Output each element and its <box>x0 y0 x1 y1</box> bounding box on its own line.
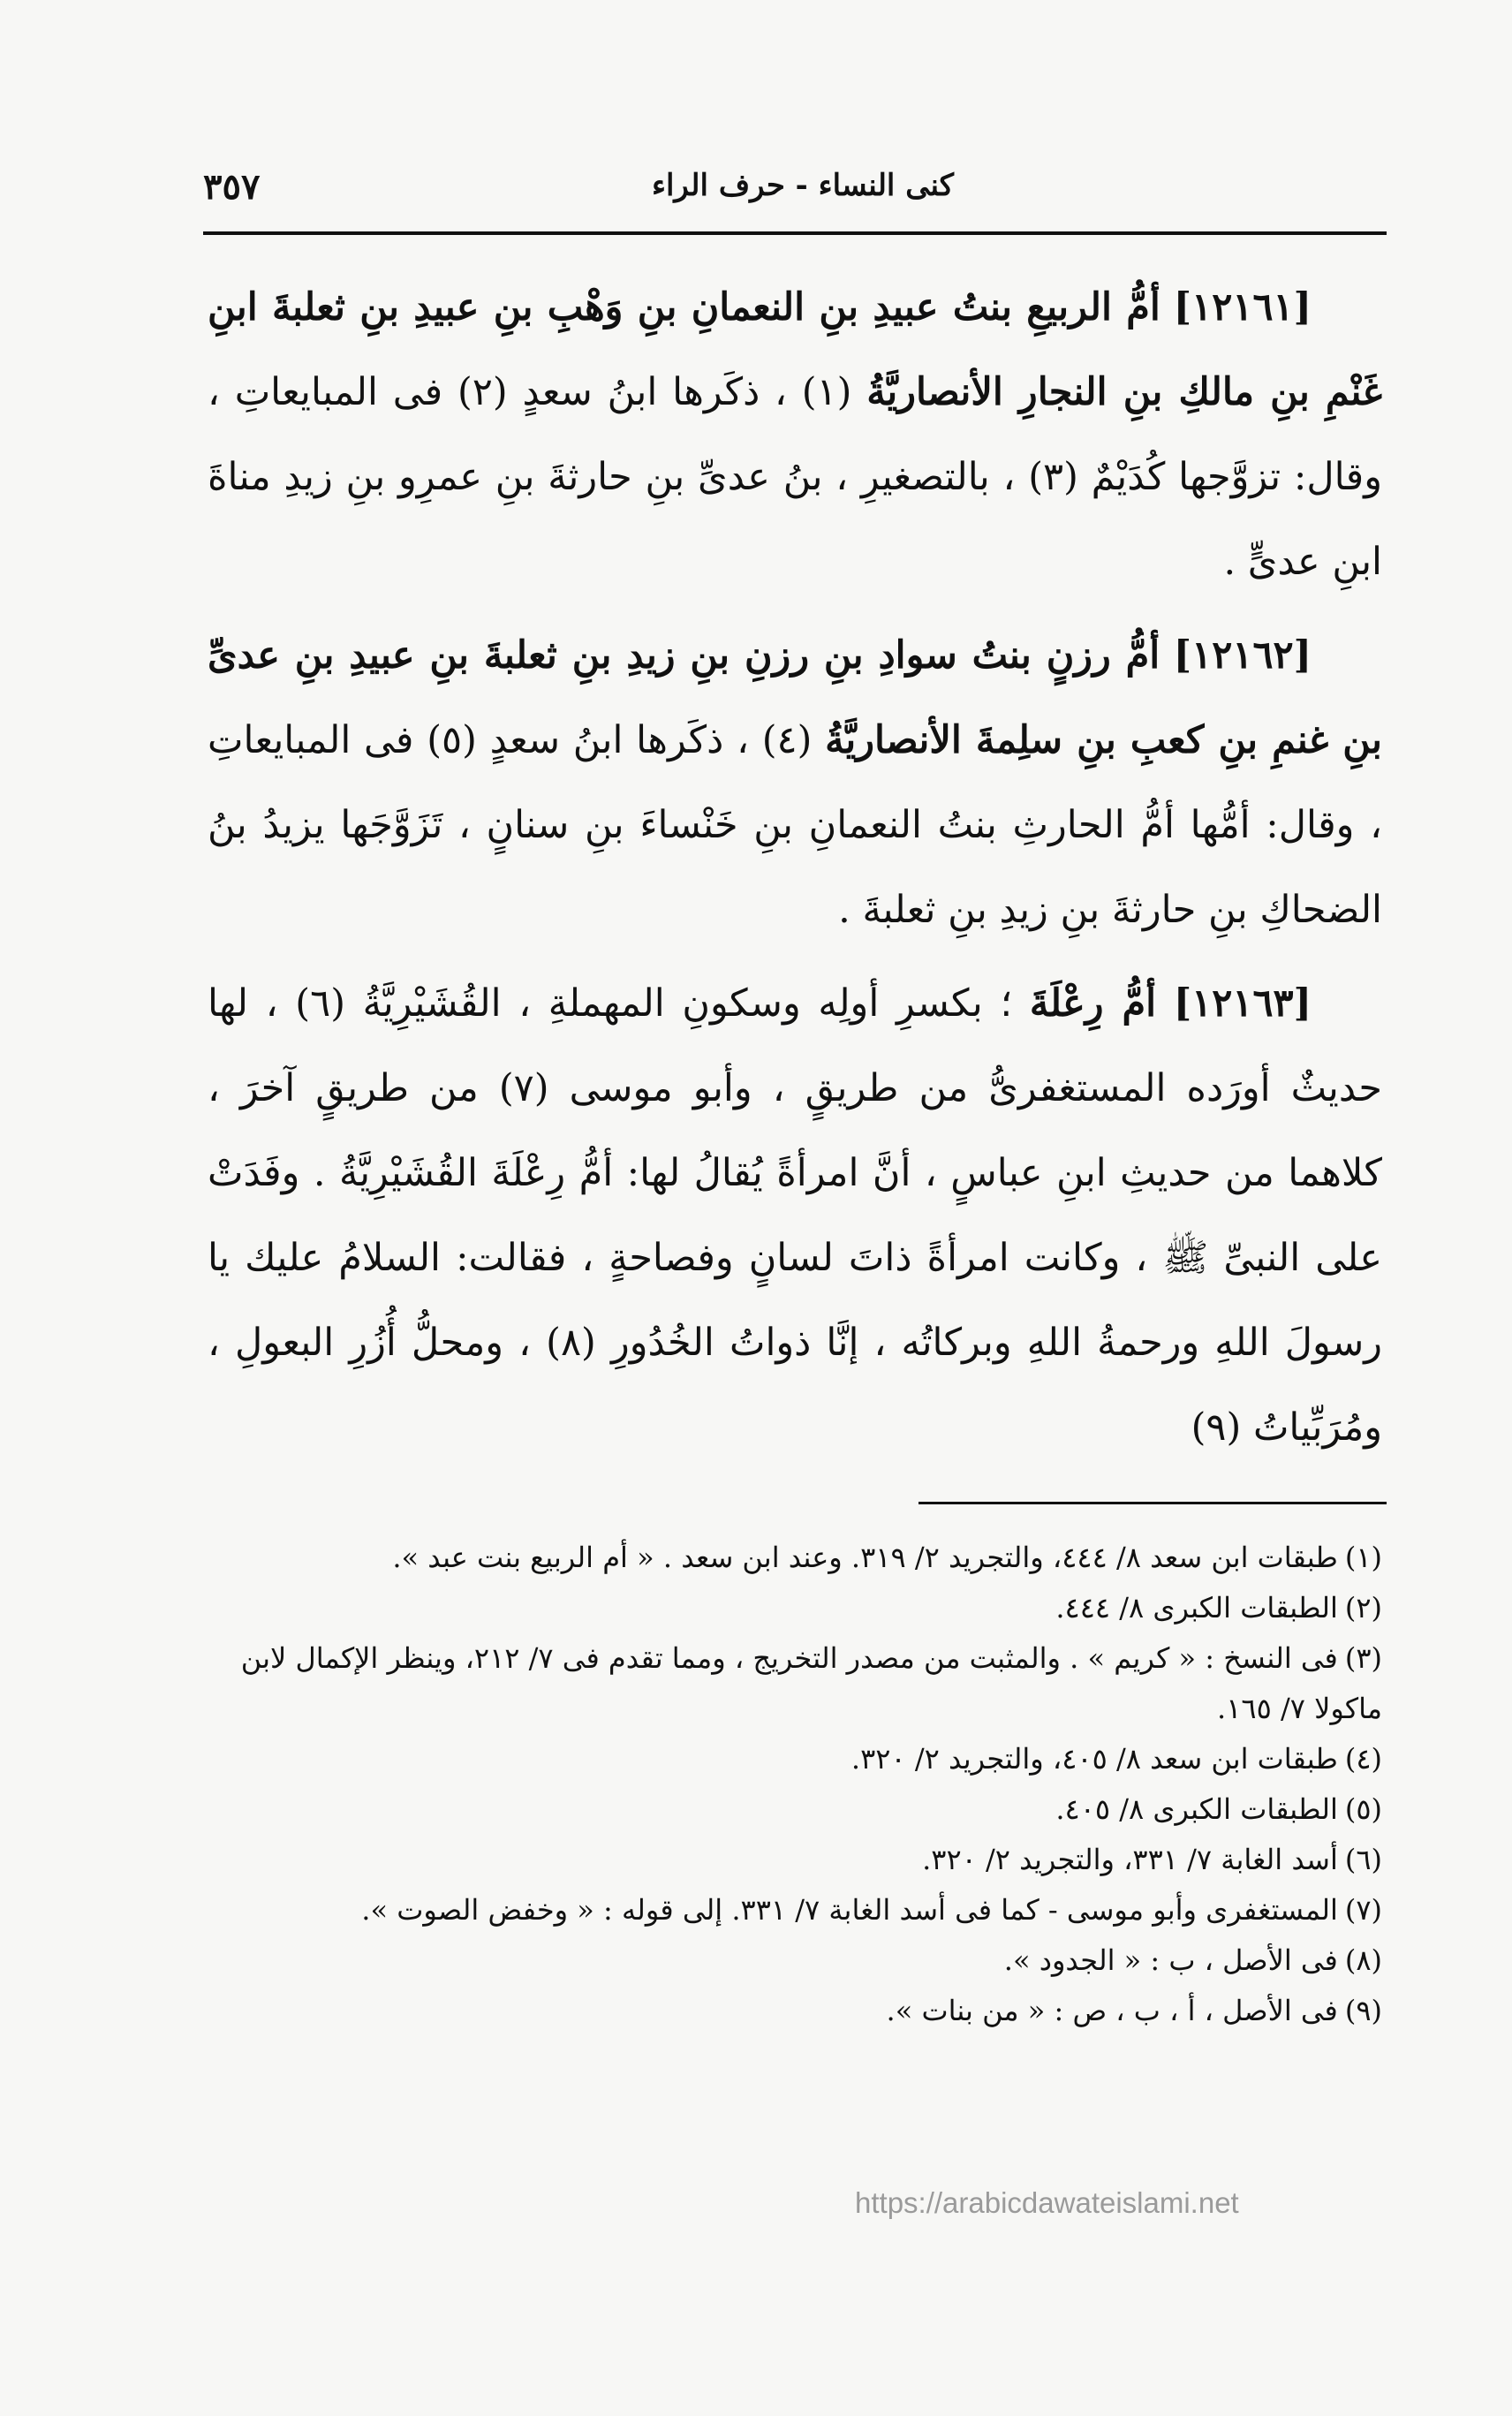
footnote-1 <box>208 1533 1382 1583</box>
page-number: ٣٥٧ <box>203 166 261 208</box>
footnote-text: فى الأصل ، أ ، ب ، ص : « من بنات ». <box>886 1994 1338 2027</box>
footnote-marker: (٤) <box>1344 1742 1382 1776</box>
footnote-6 <box>208 1835 1382 1885</box>
footnote-2 <box>208 1583 1382 1633</box>
footnote-text: الطبقات الكبرى ٨/ ٤٤٤. <box>1055 1591 1338 1625</box>
footnote-marker: (٩) <box>1344 1994 1382 2027</box>
footnote-rule <box>919 1502 1387 1504</box>
entry-12161 <box>208 265 1382 604</box>
main-text <box>208 265 1382 1479</box>
footnote-marker: (٧) <box>1344 1893 1382 1927</box>
footnote-text: طبقات ابن سعد ٨/ ٤٤٤، والتجريد ٢/ ٣١٩. وعند ابن سعد . « أم الربيع بنت عبد ». <box>392 1541 1338 1574</box>
entry-name: أمُّ رِعْلَةَ <box>1029 981 1157 1026</box>
footnote-8 <box>208 1935 1382 1986</box>
entry-number: [١٢١٦٢] <box>1173 633 1312 678</box>
footnote-text: طبقات ابن سعد ٨/ ٤٠٥، والتجريد ٢/ ٣٢٠. <box>850 1742 1338 1776</box>
entry-text: ؛ بكسرِ أولِه وسكونِ المهملةِ ، القُشَيْرِيَّةُ (٦) ، لها حديثٌ أورَده المستغفرىُّ من طريقٍ ، وأبو موسى (٧) من طريقٍ آخرَ ، كلاهما من حديثِ ابنِ عباسٍ ، أنَّ امرأةً يُقالُ لها: أمُّ رِعْلَةَ القُشَيْرِيَّةُ . وفَدَتْ على النبىِّ ﷺ ، وكانت امرأةً ذاتَ لسانٍ وفصاحةٍ ، فقالت: السلامُ عليك يا رسولَ اللهِ ورحمةُ اللهِ وبركاتُه ، إنَّا ذواتُ الخُدُورِ (٨) ، ومحلُّ أُزُرِ البعولِ ، ومُرَبِّياتُ (٩) <box>208 981 1383 1450</box>
footnote-marker: (٥) <box>1344 1792 1382 1826</box>
header-rule <box>203 231 1387 235</box>
watermark-url: https://arabicdawateislami.net <box>855 2186 1239 2219</box>
entry-number: [١٢١٦١] <box>1173 285 1312 329</box>
page-header <box>203 166 1387 228</box>
entry-text: (٤) ، ذكَرها ابنُ سعدٍ (٥) فى المبايعاتِ ، وقال: أمُّها أمُّ الحارثِ بنتُ النعمانِ بنِ خَنْساءَ بنِ سنانٍ ، تَزَوَّجَها يزيدُ بنُ الضحاكِ بنِ حارثةَ بنِ زيدِ بنِ ثعلبةَ . <box>208 718 1382 932</box>
footnote-marker: (٢) <box>1344 1591 1382 1625</box>
footnote-text: الطبقات الكبرى ٨/ ٤٠٥. <box>1055 1792 1338 1826</box>
footnote-text: فى الأصل ، ب : « الجدود ». <box>1003 1943 1338 1977</box>
entry-12162 <box>208 613 1382 952</box>
running-title: كنى النساء - حرف الراء <box>651 168 954 203</box>
entry-name: أمُّ رزنٍ بنتُ سوادِ بنِ رزنِ بنِ زيدِ بنِ ثعلبةَ بنِ عبيدِ بنِ عدىِّ بنِ غنمِ بنِ كعبِ بنِ سلِمةَ الأنصاريَّةُ <box>208 633 1383 762</box>
footnote-3 <box>208 1633 1382 1734</box>
footnote-text: أسد الغابة ٧/ ٣٣١، والتجريد ٢/ ٣٢٠. <box>922 1843 1338 1876</box>
footnote-4 <box>208 1734 1382 1784</box>
footnote-marker: (١) <box>1344 1541 1382 1574</box>
footnote-text: فى النسخ : « كريم » . والمثبت من مصدر التخريج ، ومما تقدم فى ٧/ ٢١٢، وينظر الإكمال لابن ماكولا ٧/ ١٦٥. <box>240 1641 1382 1725</box>
footnote-marker: (٦) <box>1344 1843 1382 1876</box>
entry-number: [١٢١٦٣] <box>1173 981 1312 1026</box>
footnote-9 <box>208 1986 1382 2036</box>
entry-text: (١) ، ذكَرها ابنُ سعدٍ (٢) فى المبايعاتِ ، وقال: تزوَّجها كُدَيْمٌ (٣) ، بالتصغيرِ ، بنُ عدىِّ بنِ حارثةَ بنِ عمرِو بنِ زيدِ مناةَ ابنِ عدىٍّ . <box>208 370 1382 584</box>
footnote-7 <box>208 1885 1382 1935</box>
footnote-5 <box>208 1784 1382 1835</box>
footnote-marker: (٨) <box>1344 1943 1382 1977</box>
entry-12163 <box>208 961 1382 1470</box>
footnotes <box>208 1533 1382 2036</box>
footnote-marker: (٣) <box>1344 1641 1382 1675</box>
footnote-text: المستغفرى وأبو موسى - كما فى أسد الغابة ٧/ ٣٣١. إلى قوله : « وخفض الصوت ». <box>361 1893 1338 1927</box>
entry-name: أمُّ الربيعِ بنتُ عبيدِ بنِ النعمانِ بنِ وَهْبِ بنِ عبيدِ بنِ ثعلبةَ ابنِ غَنْمِ بنِ مالكِ بنِ النجارِ الأنصاريَّةُ <box>208 285 1382 414</box>
